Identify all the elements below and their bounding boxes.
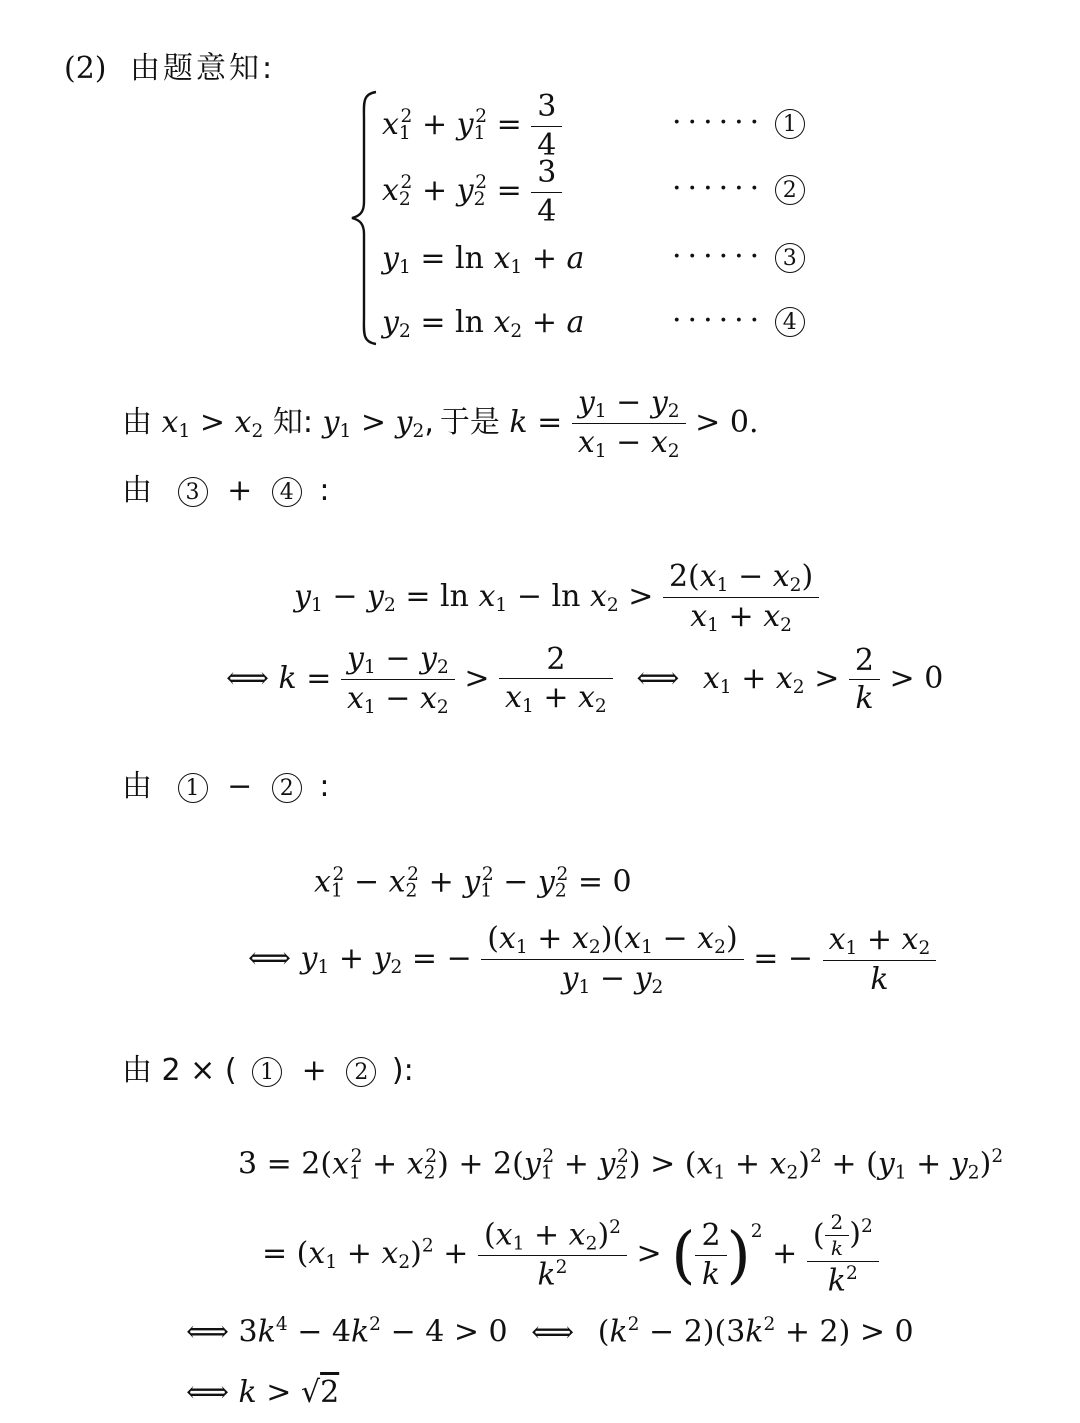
system-eq-4: y2 = ln x2 + a [382, 305, 585, 343]
intro-text: 由题意知: [130, 51, 276, 86]
step-2-eq-2: ⟺ y1 + y2 = − $\frac{(x1 + x2)(x1 - x2)}{y1 - y2}$ = − $\frac{x1 + x2}{k}$ [248, 920, 936, 1000]
circled-marker: 3 [775, 243, 805, 273]
circled-marker: 2 [775, 175, 805, 205]
part-number: (2) [64, 51, 107, 86]
step-3-eq-4: ⟺ k > √2 [186, 1375, 340, 1410]
circled-marker: 2 [346, 1057, 376, 1087]
circled-marker: 4 [775, 307, 805, 337]
circled-marker: 2 [272, 773, 302, 803]
circled-marker: 1 [178, 773, 208, 803]
step-2-heading: 由 1 − 2 : [122, 769, 330, 804]
step-3-eq-2: = $(x1 + x2)^2$ + $\frac{(x1 + x2)^2}{k^2}$ > ( $\frac{2}{k}$ )$^2$ + ( $\frac{2}{k}$ )$^2$ $k^2$ [262, 1210, 879, 1300]
system-brace [350, 90, 380, 346]
step-1-eq-2: ⟺ k = $\frac{y1 - y2}{x1 - x2}$ > $\frac{2}{x1 + x2}$ ⟺ x1 + x2 > $\frac{2}{k}$ > 0 [226, 641, 944, 719]
system-row-4-tag: ······ 4 [672, 306, 805, 337]
step-1-heading: 由 3 + 4 : [122, 473, 330, 508]
monotonic-line: 由 x1 > x2 知: y1 > y2, 于是 k = $\frac{y1 - y2}{x1 - x2}$ > 0. [122, 385, 759, 463]
step-1-eq-1: y1 − y2 = ln x1 − ln x2 > $\frac{2(x1 - x2)}{x1 + x2}$ [294, 558, 819, 638]
system-row-2-tag: ······ 2 [672, 174, 805, 205]
circled-marker: 1 [252, 1057, 282, 1087]
circled-marker: 1 [775, 109, 805, 139]
system-eq-3: y1 = ln x1 + a [382, 241, 585, 279]
system-eq-1: $x1^2 + y1^2$ = $\frac{3}{4}$ [382, 88, 562, 164]
circled-marker: 3 [178, 477, 208, 507]
step-2-eq-1: $x1^2 - x2^2 + y1^2 - y2^2 = 0$ [314, 864, 632, 902]
step-3-heading: 由 2 × ( 1 + 2 ): [122, 1053, 414, 1088]
circled-marker: 4 [272, 477, 302, 507]
step-3-eq-3: ⟺ $3k^4 - 4k^2 - 4 > 0$ ⟺ $(k^2 - 2)(3k^2 + 2) > 0$ [186, 1314, 914, 1350]
system-row-1-tag: ······ 1 [672, 108, 805, 139]
step-3-eq-1: $3 = 2(x1^2 + x2^2) + 2(y1^2 + y2^2) > (x1 + x2)^2 + (y1 + y2)^2$ [238, 1146, 1004, 1184]
intro-line [64, 51, 276, 86]
system-eq-2: $x2^2 + y2^2$ = $\frac{3}{4}$ [382, 154, 562, 230]
system-row-3-tag: ······ 3 [672, 242, 805, 273]
